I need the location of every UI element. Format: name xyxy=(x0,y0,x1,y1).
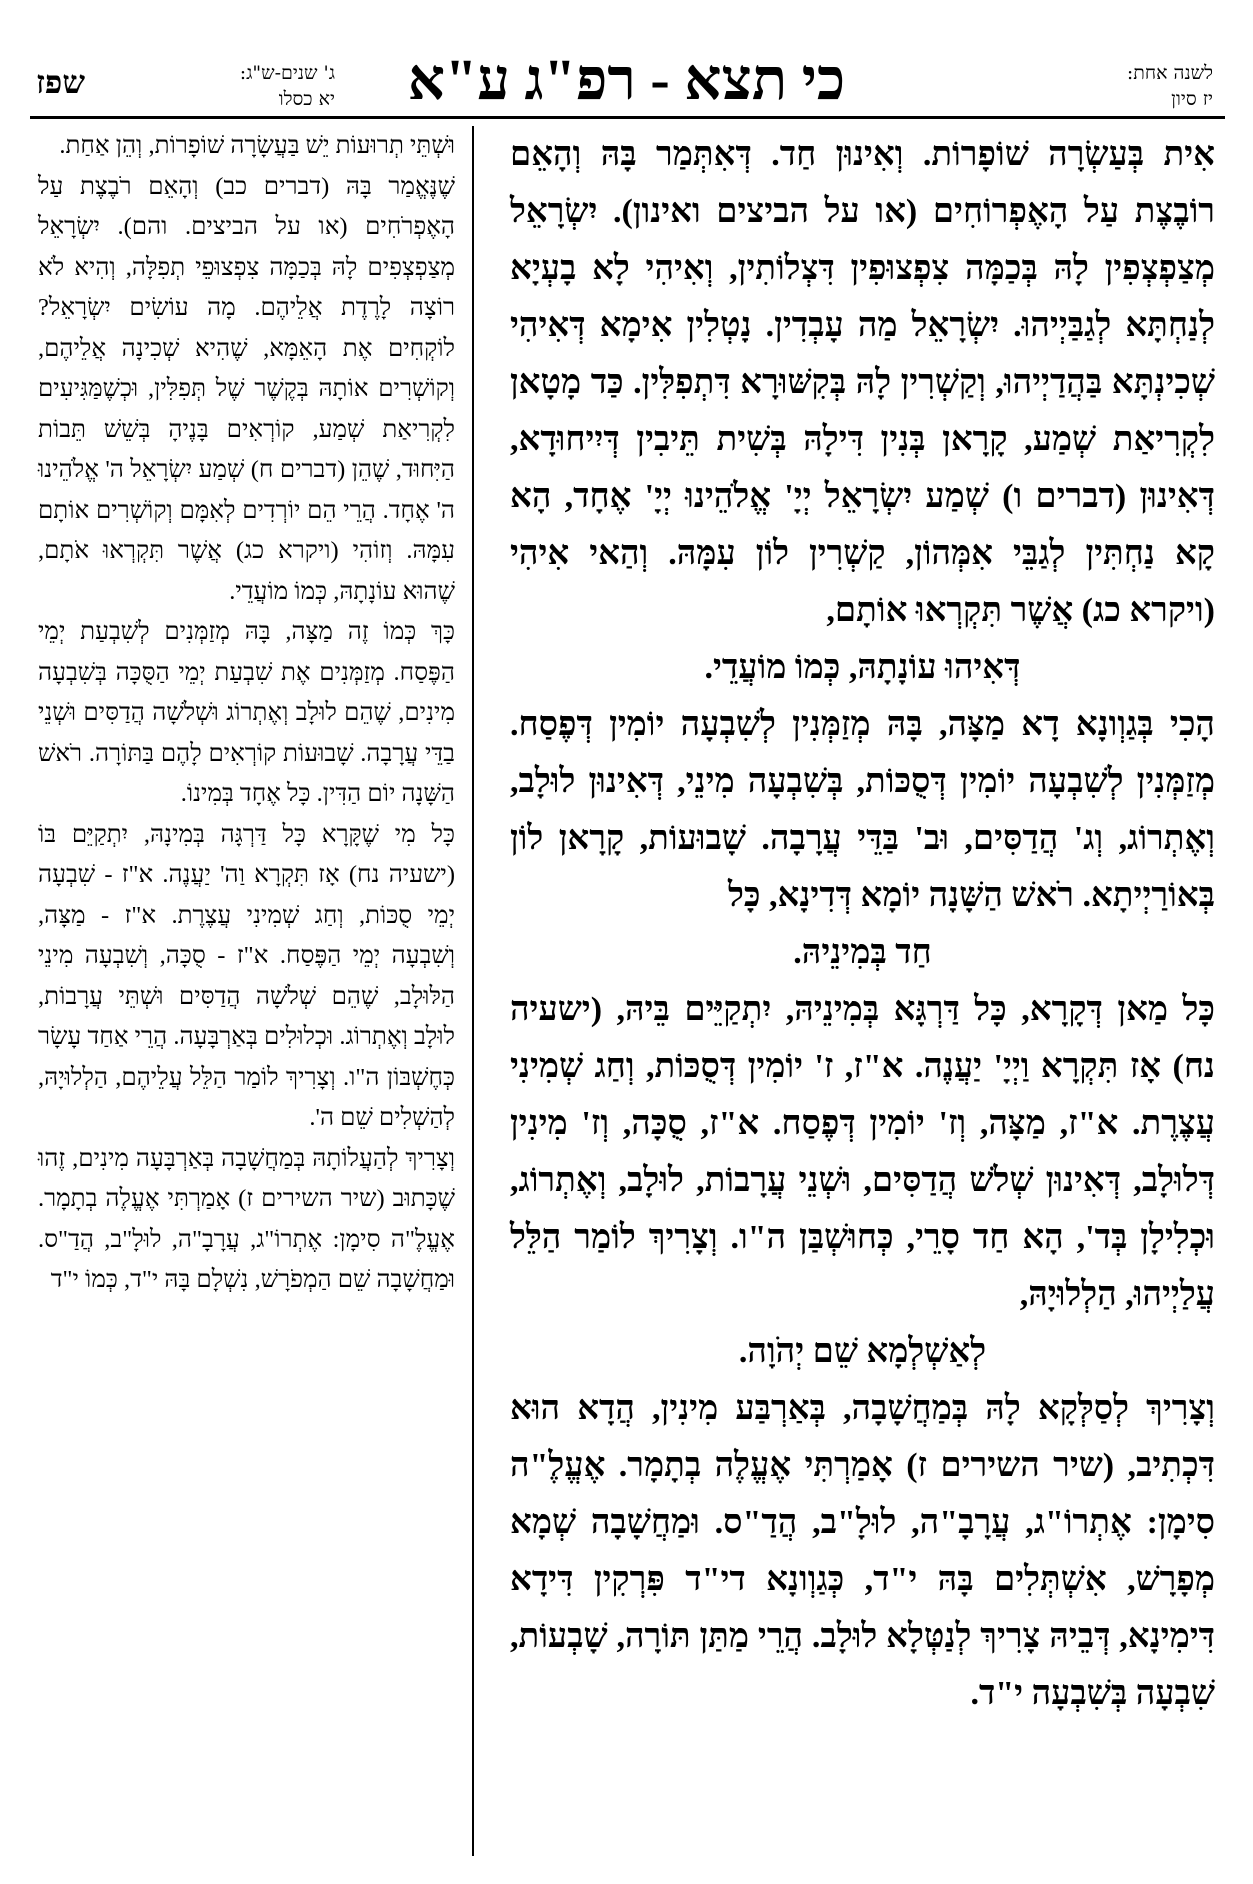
header-rule xyxy=(30,116,1225,119)
main-paragraph-2: דְּאִיהוּ עוֹנָתָהּ, כְּמוֹ מוֹעֲדֵי. xyxy=(704,649,1021,686)
main-paragraph-6: לְאַשְׁלְמָא שֵׁם יְהֹוָה. xyxy=(738,1333,987,1370)
header-three-years-label: ג' שנים-ש"ג: xyxy=(239,62,335,84)
main-column xyxy=(510,126,1215,1722)
column-divider xyxy=(472,126,474,1856)
side-paragraph-3: כָּךְ כְּמוֹ זֶה מַצָּה, בָּהּ מְזַמְּנִים לְשִׁבְעַת יְמֵי הַפֶּסַח. מְזַמְּנִים אֶת שִׁבְעַת יְמֵי הַסֻּכָּה בְּשִׁבְעָה מִינִים, שֶׁהֵם לוּלָב וְאֶתְרוֹג וּשְׁלֹשָׁה הֲדַסִּים וּשְׁנֵי בַדֵּי עֲרָבָה. שָׁבוּעוֹת קוֹרְאִים לָהֶם בַּתּוֹרָה. רֹאשׁ הַשָּׁנָה יוֹם הַדִּין. כָּל אֶחָד בְּמִינוֹ. xyxy=(38,618,455,807)
header-three-years-date: יא כסלו xyxy=(278,88,335,110)
side-paragraph-1: וּשְׁתֵּי תְרוּעוֹת יֵשׁ בַּעֲשָׂרָה שׁוֹפָרוֹת, וְהֵן אַחַת. xyxy=(59,132,455,159)
main-paragraph-5: כָּל מַאן דְּקָרָא, כָּל דַּרְגָּא בְּמִינֵיהּ, יִתְקַיֵּים בֵּיהּ, (ישעיה נח) אָז תִּקְרָא וַיְיָ' יַעֲנֶה. א"ז, ז' יוֹמִין דְּסֻכּוֹת, וְחַג שְׁמִינִי עֲצֶרֶת. א"ז, מַצָּה, וְז' יוֹמִין דְּפֶסַח. א"ז, סֻכָּה, וְז' מִינִין דְּלוּלָב, דְּאִינוּן שְׁלֹשׁ הֲדַסִּים, וּשְׁנֵי עֲרָבוֹת, לוּלָב, וְאֶתְרוֹג, וּכְלִילָן בְּד', הָא חַד סָרֵי, כְּחוּשְׁבַּן ה"ו. וְצָרִיךְ לוֹמַר הַלֵּל עֲלַיְיהוּ, הַלְלוּיָהּ, xyxy=(510,991,1215,1313)
side-paragraph-2: שֶׁנֶּאֱמַר בָּהּ (דברים כב) וְהָאֵם רֹבֶצֶת עַל הָאֶפְרֹחִים (או על הביצים. והם). יִשְׂרָאֵל מְצַפְצְפִים לָהּ בְּכַמָּה צִפְצוּפֵי תְפִלָּה, וְהִיא לֹא רוֹצָה לָרֶדֶת אֲלֵיהֶם. מָה עוֹשִׂים יִשְׂרָאֵל? לוֹקְחִים אֶת הָאֵמָּא, שֶׁהִיא שְׁכִינָה אֲלֵיהֶם, וְקוֹשְׁרִים אוֹתָהּ בְּקֶשֶׁר שֶׁל תְּפִלִּין, וּכְשֶׁמַּגִּיעִים לִקְרִיאַת שְׁמַע, קוֹרְאִים בָּנֶיהָ בְּשֵׁשׁ תֵּבוֹת הַיִּחוּד, שֶׁהֵן (דברים ח) שְׁמַע יִשְׂרָאֵל ה' אֱלֹהֵינוּ ה' אֶחָד. הֲרֵי הֵם יוֹרְדִים לְאִמָּם וְקוֹשְׁרִים אוֹתָם עִמָּהּ. וְזוֹהִי (ויקרא כג) אֲשֶׁר תִּקְרְאוּ אֹתָם, שֶׁהוּא עוֹנָתָהּ, כְּמוֹ מוֹעֲדֵי. xyxy=(38,172,455,605)
main-paragraph-3: הָכִי בְּגַוְונָא דָא מַצָּה, בָּהּ מְזַמְּנִין לְשִׁבְעָה יוֹמִין דְּפֶסַח. מְזַמְּנִין לְשִׁבְעָה יוֹמִין דְּסֻכּוֹת, בְּשִׁבְעָה מִינֵי, דְּאִינוּן לוּלָב, וְאֶתְרוֹג, וְג' הֲדַסִּים, וּב' בַּדֵּי עֲרָבָה. שָׁבוּעוֹת, קָרָאן לוֹן בְּאוֹרַיְיתָא. רֹאשׁ הַשָּׁנָה יוֹמָא דְּדִינָא, כָּל xyxy=(510,706,1215,914)
page-number: שפז xyxy=(36,63,85,101)
header-one-year-label: לשנה אחת: xyxy=(1126,62,1213,84)
header-left-schedule xyxy=(185,60,335,112)
main-paragraph-4: חַד בְּמִינֵיהּ. xyxy=(793,934,932,971)
header-one-year-date: יז סיון xyxy=(1171,88,1213,110)
main-paragraph-1: אִית בְּעַשְׂרָה שׁוֹפָרוֹת. וְאִינוּן חַד. דְּאִתְּמַר בָּהּ וְהָאֵם רוֹבֶצֶת עַל הָאֶפְרוֹחִים (או על הביצים ואינון). יִשְׂרָאֵל מְצַפְצְפִין לָהּ בְּכַמָּה צִפְצוּפִין דִּצְלוֹתִין, וְאִיהִי לָא בָעְיָא לְנַחְתָּא לְגַבַּיְיהוּ. יִשְׂרָאֵל מַה עָבְדִין. נָטְלִין אִימָא דְּאִיהִי שְׁכִינְתָּא בַּהֲדַיְיהוּ, וְקַשְׁרִין לָהּ בְּקִשּׁוּרָא דִּתְפִלִּין. כַּד מָטָאן לִקְרִיאַת שְׁמַע, קָרָאן בְּנִין דִּילָהּ בְּשִׁית תֵּיבִין דְּיִיחוּדָא, דְּאִינוּן (דברים ו) שְׁמַע יִשְׂרָאֵל יְיָ' אֱלֹהֵינוּ יְיָ' אֶחָד, הָא קָא נַחְתִּין לְגַבֵּי אִמְּהוֹן, קַשְׁרִין לוֹן עִמָּהּ. וְהַאי אִיהִי (ויקרא כג) אֲשֶׁר תִּקְרְאוּ אוֹתָם, xyxy=(510,136,1215,629)
page-title: כי תצא - רפ"ג ע"א xyxy=(407,47,846,112)
side-paragraph-4: כָּל מִי שֶׁקָּרָא כָּל דַּרְגָּה בְּמִינָהּ, יִתְקַיֵּם בּוֹ (ישעיה נח) אָז תִּקְרָא וַה' יַעֲנֶה. א"ז - שִׁבְעָה יְמֵי סֻכּוֹת, וְחַג שְׁמִינִי עֲצֶרֶת. א"ז - מַצָּה, וְשִׁבְעָה יְמֵי הַפֶּסַח. א"ז - סֻכָּה, וְשִׁבְעָה מִינֵי הַלּוּלָב, שֶׁהֵם שְׁלֹשָׁה הֲדַסִּים וּשְׁתֵּי עֲרָבוֹת, לוּלָב וְאֶתְרוֹג. וּכְלוּלִים בְּאַרְבָּעָה. הֲרֵי אַחַד עָשָׂר כְּחֶשְׁבּוֹן ה"ו. וְצָרִיךְ לוֹמַר הַלֵּל עֲלֵיהֶם, הַלְלוּיָהּ, לְהַשְׁלִים שֵׁם ה'. xyxy=(38,820,455,1131)
translation-column xyxy=(38,126,455,1301)
side-paragraph-5: וְצָרִיךְ לְהַעֲלוֹתָהּ בְּמַחֲשָׁבָה בְּאַרְבָּעָה מִינִים, זֶהוּ שֶׁכָּתוּב (שיר השירים ז) אָמַרְתִּי אֶעֱלֶה בְתָמָר. אֶעֱלֶ"ה סִימָן: אֶתְרוֹ"ג, עֲרָבָ"ה, לוּלָ"ב, הֲדַ"ס. וּמַחֲשָׁבָה שֵׁם הַמְפֹרָשׁ, נִשְׁלָם בָּהּ י"ד, כְּמוֹ י"ד xyxy=(38,1144,455,1293)
main-paragraph-7: וְצָרִיךְ לְסַלְּקָא לָהּ בְּמַחֲשָׁבָה, בְּאַרְבַּע מִינִין, הֲדָא הוּא דִּכְתִיב, (שיר השירים ז) אָמַרְתִּי אֶעֱלֶה בְתָמָר. אֶעֱלֶ"ה סִימָן: אֶתְרוֹ"ג, עֲרָבָ"ה, לוּלָ"ב, הֲדַ"ס. וּמַחֲשָׁבָה שְׁמָא מְפָרָשׁ, אִשְׁתְּלִים בָּהּ י"ד, כְּגַוְונָא די"ד פִּרְקִין דִּידָא דִּימִינָא, דְּבֵיהּ צָרִיךְ לְנַטְּלָא לוּלָב. הֲרֵי מַתַּן תּוֹרָה, שָׁבְעוֹת, שִׁבְעָה בְּשִׁבְעָה י"ד. xyxy=(510,1390,1215,1712)
